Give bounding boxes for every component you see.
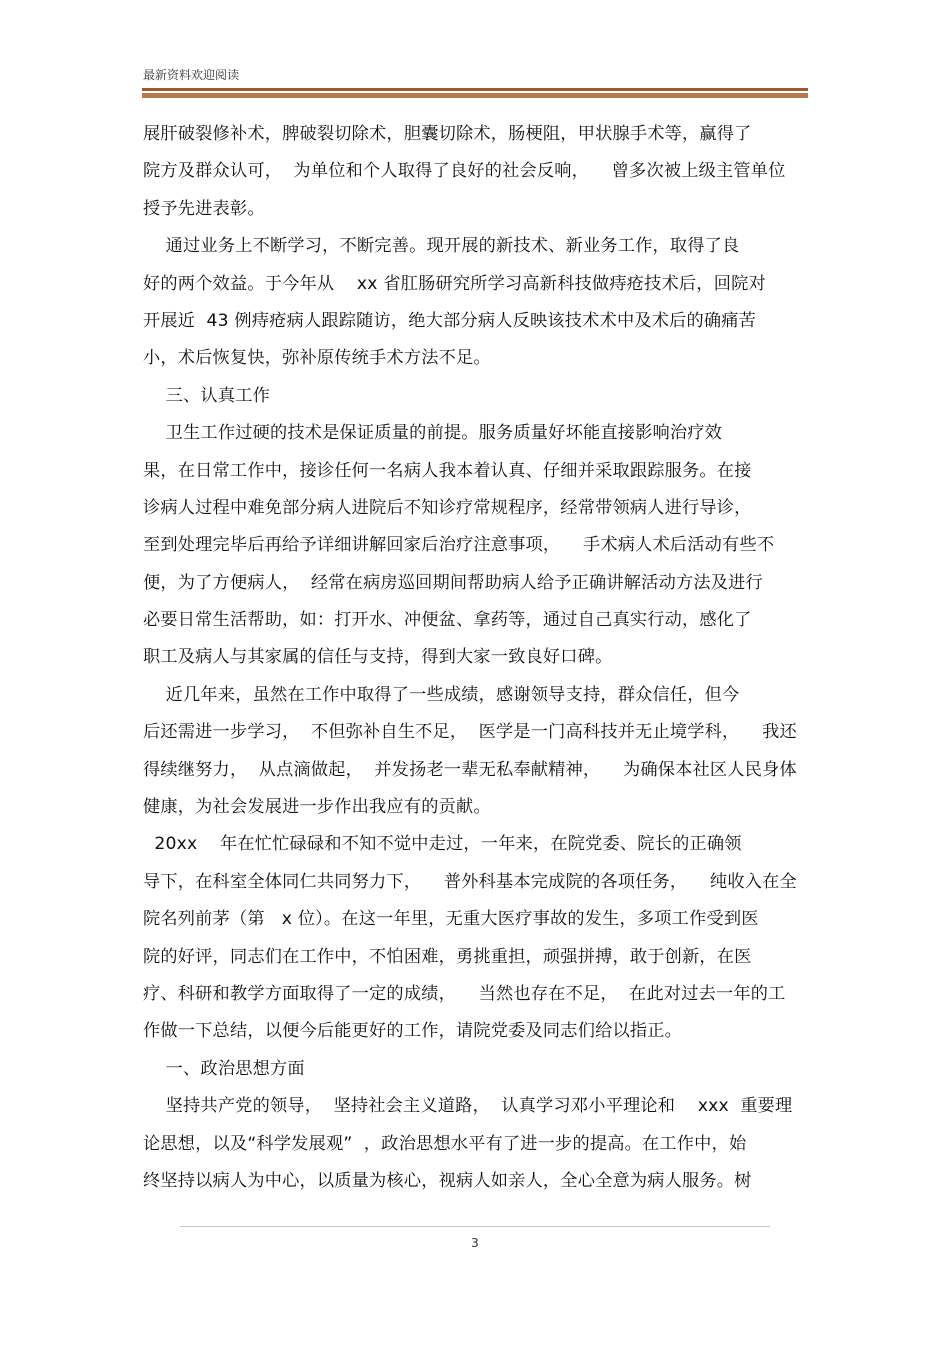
text-line: 论思想，以及“科学发展观” ，政治思想水平有了进一步的提高。在工作中，始 bbox=[143, 1133, 747, 1154]
text-line: 作做一下总结，以便今后能更好的工作，请院党委及同志们给以指正。 bbox=[143, 1021, 683, 1042]
text-line: 院名列前茅（第 x 位）。在这一年里，无重大医疗事故的发生，多项工作受到医 bbox=[143, 909, 759, 930]
text-line: 职工及病人与其家属的信任与支持，得到大家一致良好口碑。 bbox=[143, 647, 613, 668]
text-line: 一、政治思想方面 bbox=[143, 1058, 305, 1079]
text-line: 近几年来，虽然在工作中取得了一些成绩，感谢领导支持，群众信任，但今 bbox=[143, 684, 740, 705]
text-line: 果，在日常工作中，接诊任何一名病人我本着认真、仔细并采取跟踪服务。在接 bbox=[143, 460, 752, 481]
text-line: 通过业务上不断学习，不断完善。现开展的新技术、新业务工作，取得了良 bbox=[143, 236, 740, 257]
text-line: 授予先进表彰。 bbox=[143, 198, 265, 219]
text-line: 院的好评，同志们在工作中，不怕困难，勇挑重担，顽强拼搏，敢于创新，在医 bbox=[143, 946, 752, 967]
header-text: 最新资料欢迎阅读 bbox=[143, 68, 240, 82]
text-line: 必要日常生活帮助，如：打开水、冲便盆、拿药等，通过自己真实行动，感化了 bbox=[143, 610, 752, 631]
document-body bbox=[143, 116, 808, 1200]
text-line: 坚持共产党的领导， 坚持社会主义道路， 认真学习邓小平理论和 xxx 重要理 bbox=[143, 1096, 793, 1117]
text-line: 三、认真工作 bbox=[143, 385, 270, 406]
header-rule bbox=[142, 88, 808, 91]
text-line: 健康，为社会发展进一步作出我应有的贡献。 bbox=[143, 797, 491, 818]
text-line: 开展近 43 例痔疮病人跟踪随访，绝大部分病人反映该技术术中及术后的确痛苦 bbox=[143, 310, 757, 331]
text-line: 至到处理完毕后再给予详细讲解回家后治疗注意事项， 手术病人术后活动有些不 bbox=[143, 535, 775, 556]
text-line: 疗、科研和教学方面取得了一定的成绩， 当然也存在不足， 在此对过去一年的工 bbox=[143, 983, 786, 1004]
text-line: 院方及群众认可， 为单位和个人取得了良好的社会反响， 曾多次被上级主管单位 bbox=[143, 161, 786, 182]
header-rule-thick bbox=[142, 93, 808, 98]
text-line: 诊病人过程中难免部分病人进院后不知诊疗常规程序，经常带领病人进行导诊， bbox=[143, 497, 752, 518]
text-line: 展肝破裂修补术，脾破裂切除术，胆囊切除术，肠梗阻，甲状腺手术等，赢得了 bbox=[143, 124, 752, 144]
text-line: 终坚持以病人为中心，以质量为核心，视病人如亲人，全心全意为病人服务。树 bbox=[143, 1170, 752, 1191]
text-line: 小，术后恢复快，弥补原传统手术方法不足。 bbox=[143, 348, 491, 369]
text-line: 得续继努力， 从点滴做起， 并发扬老一辈无私奉献精神， 为确保本社区人民身体 bbox=[143, 759, 797, 780]
page-number: 3 bbox=[471, 1236, 479, 1250]
footer-rule bbox=[180, 1226, 770, 1227]
text-line: 便，为了方便病人， 经常在病房巡回期间帮助病人给予正确讲解活动方法及进行 bbox=[143, 572, 763, 593]
text-line: 20xx 年在忙忙碌碌和不知不觉中走过，一年来，在院党委、院长的正确领 bbox=[143, 834, 742, 855]
text-line: 导下，在科室全体同仁共同努力下， 普外科基本完成院的各项任务， 纯收入在全 bbox=[143, 871, 797, 892]
text-line: 后还需进一步学习， 不但弥补自生不足， 医学是一门高科技并无止境学科， 我还 bbox=[143, 722, 797, 743]
text-line: 卫生工作过硬的技术是保证质量的前提。服务质量好坏能直接影响治疗效 bbox=[143, 423, 723, 444]
text-line: 好的两个效益。于今年从 xx 省肛肠研究所学习高新科技做痔疮技术后，回院对 bbox=[143, 273, 766, 294]
